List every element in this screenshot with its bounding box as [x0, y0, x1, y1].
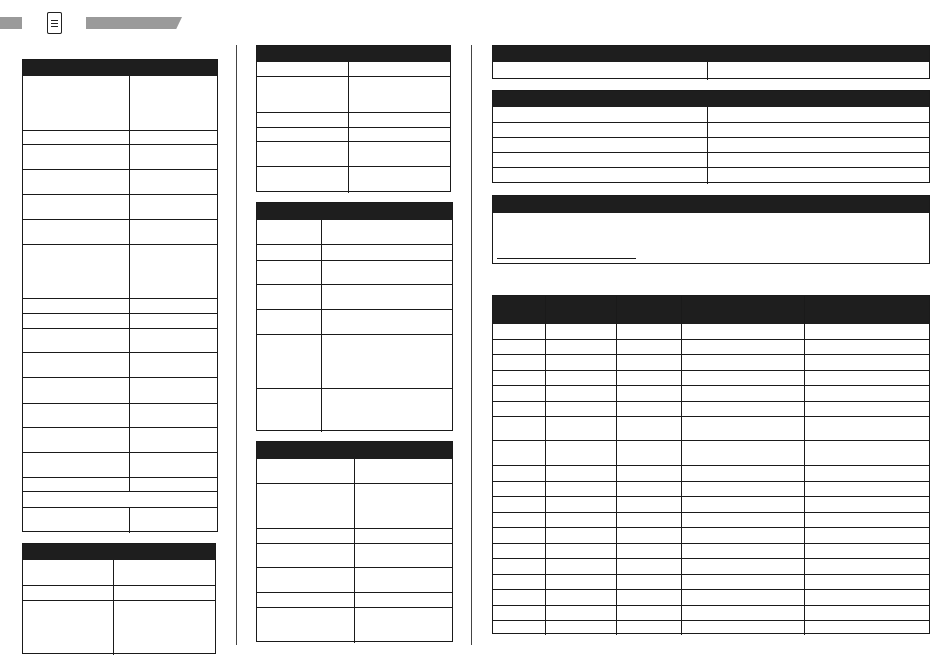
document-icon — [47, 12, 62, 34]
column-divider-2 — [471, 45, 472, 645]
note-header — [493, 196, 929, 213]
table-header — [257, 46, 450, 62]
header-bar — [0, 0, 950, 40]
table-col2-b — [256, 202, 453, 431]
table-col2-a — [256, 45, 451, 192]
table-header — [493, 296, 929, 324]
table-header — [257, 203, 452, 220]
underline-rule — [497, 258, 636, 259]
table-header — [23, 60, 217, 76]
table-col2-c — [256, 441, 453, 642]
left-gray-tab — [0, 17, 22, 29]
column-divider-1 — [236, 45, 237, 645]
table-col1-small — [22, 543, 216, 654]
right-gray-tab — [86, 17, 182, 29]
table-col1-spec — [22, 59, 218, 532]
note-box — [492, 195, 930, 264]
table-col3-b — [492, 90, 930, 183]
table-header — [493, 91, 929, 107]
table-header — [257, 442, 452, 459]
table-header — [23, 544, 215, 560]
table-header — [493, 46, 929, 62]
table-col3-main — [492, 295, 930, 634]
table-col3-a — [492, 45, 930, 79]
